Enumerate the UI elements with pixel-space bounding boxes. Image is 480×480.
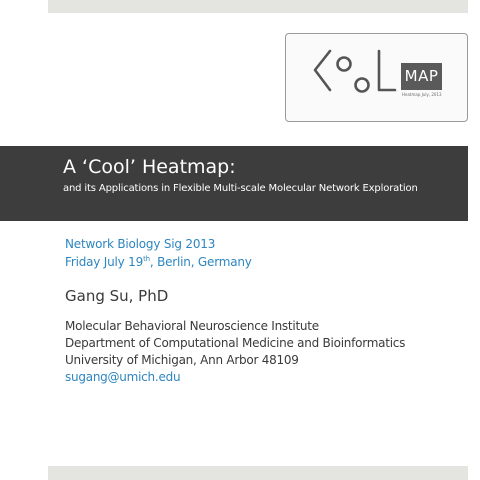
logo-caption: Heatmap July, 2013: [402, 92, 442, 97]
event-date-suffix: th: [143, 255, 150, 263]
event-location: , Berlin, Germany: [149, 255, 252, 269]
presentation-subtitle: and its Applications in Flexible Multi-scale Molecular Network Exploration: [63, 183, 418, 194]
top-decorative-bar: [48, 0, 468, 13]
event-name: Network Biology Sig 2013: [65, 237, 216, 251]
affiliation-institute: Molecular Behavioral Neuroscience Institute: [65, 319, 319, 333]
affiliation-department: Department of Computational Medicine and Bioinformatics: [65, 336, 406, 350]
event-date-location: [65, 255, 252, 269]
cool-map-logo: [285, 33, 468, 122]
event-date: Friday July 19: [65, 255, 144, 269]
bottom-decorative-bar: [48, 466, 468, 480]
author-name: Gang Su, PhD: [65, 287, 169, 305]
map-badge: MAP: [401, 63, 442, 90]
title-band: [0, 146, 468, 221]
presentation-title: A ‘Cool’ Heatmap:: [63, 156, 236, 178]
author-email[interactable]: sugang@umich.edu: [65, 370, 181, 384]
affiliation-university: University of Michigan, Ann Arbor 48109: [65, 353, 299, 367]
